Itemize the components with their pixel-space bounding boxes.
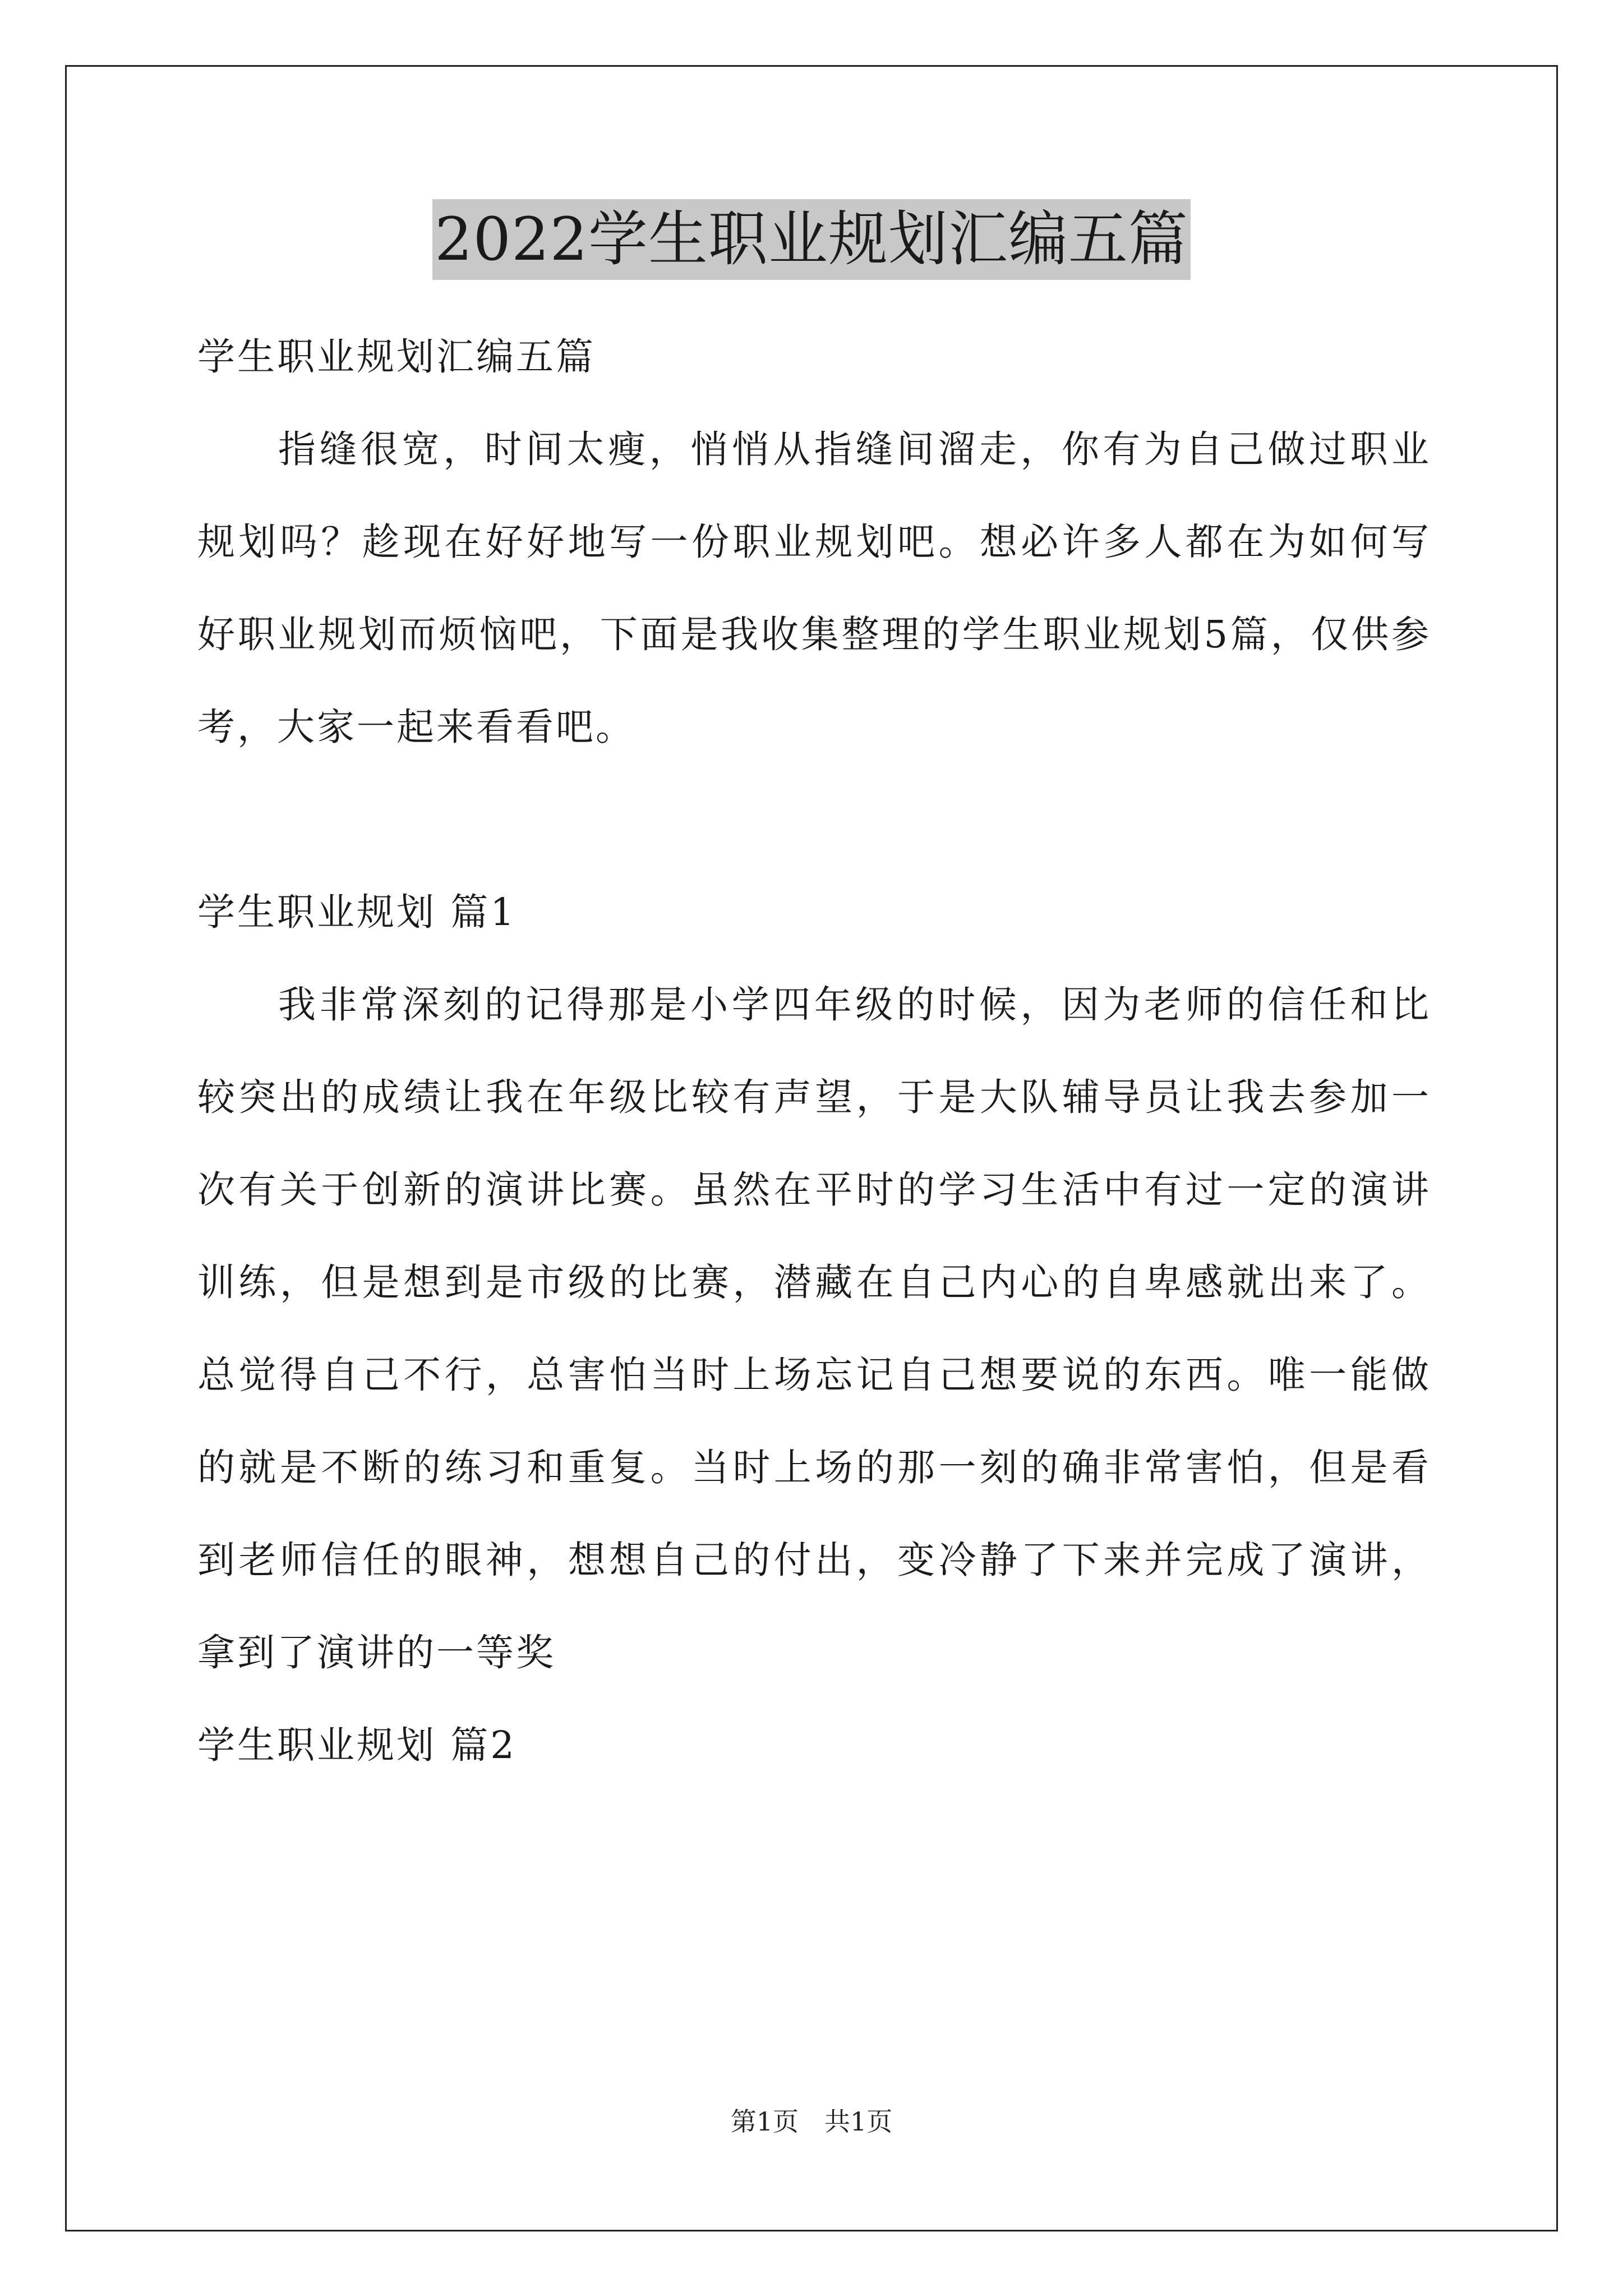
page-number-total: 共1页: [824, 2106, 893, 2137]
title-container: [0, 199, 1623, 280]
blank-line: [197, 774, 1431, 866]
section-heading-1: 学生职业规划 篇1: [197, 890, 517, 934]
intro-paragraph: 指缝很宽，时间太瘦，悄悄从指缝间溜走，你有为自己做过职业规划吗？趁现在好好地写一份职业规划吧。想必许多人都在为如何写好职业规划而烦恼吧，下面是我收集整理的学生职业规划5篇，仅供参考，大家一起来看看吧。: [197, 427, 1431, 749]
document-title: 2022学生职业规划汇编五篇: [432, 199, 1191, 280]
page-number-current: 第1页: [730, 2106, 799, 2137]
document-body: [197, 311, 1431, 1792]
document-subtitle: 学生职业规划汇编五篇: [197, 335, 596, 379]
section-heading-2: 学生职业规划 篇2: [197, 1723, 517, 1767]
page-footer: [0, 2105, 1623, 2138]
section-body-1: 我非常深刻的记得那是小学四年级的时候，因为老师的信任和比较突出的成绩让我在年级比较有声望，于是大队辅导员让我去参加一次有关于创新的演讲比赛。虽然在平时的学习生活中有过一定的演讲训练，但是想到是市级的比赛，潜藏在自己内心的自卑感就出来了。总觉得自己不行，总害怕当时上场忘记自己想要说的东西。唯一能做的就是不断的练习和重复。当时上场的那一刻的确非常害怕，但是看到老师信任的眼神，想想自己的付出，变冷静了下来并完成了演讲，拿到了演讲的一等奖: [197, 983, 1431, 1674]
